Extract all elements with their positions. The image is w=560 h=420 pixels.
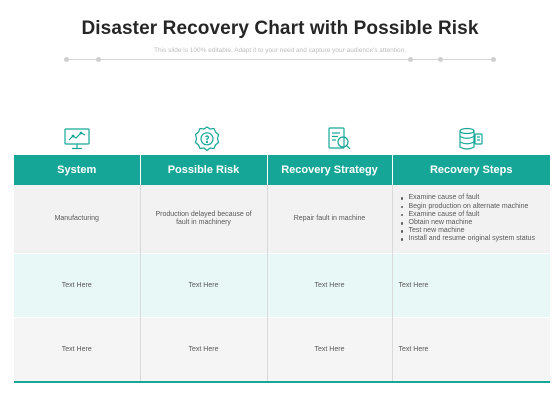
monitor-chart-icon xyxy=(62,124,92,154)
steps-list xyxy=(399,194,543,243)
gear-badge-icon xyxy=(192,124,222,154)
header-recovery-steps: Recovery Steps xyxy=(392,155,550,185)
list-item: Examine cause of fault xyxy=(409,194,543,202)
divider-dot xyxy=(96,57,101,62)
divider-dot xyxy=(408,57,413,62)
database-icon xyxy=(455,124,485,154)
table-row xyxy=(14,254,550,318)
cell-system: Manufacturing xyxy=(14,185,140,254)
list-item: Examine cause of fault xyxy=(409,211,543,219)
divider-dot xyxy=(491,57,496,62)
list-item: Install and resume original system status xyxy=(409,235,543,243)
header-recovery-strategy: Recovery Strategy xyxy=(267,155,392,185)
cell-risk: Production delayed because of fault in machinery xyxy=(140,185,267,254)
divider-dot xyxy=(438,57,443,62)
list-item: Begin production on alternate machine xyxy=(409,203,543,211)
divider-line xyxy=(66,59,494,60)
recovery-table xyxy=(14,155,550,383)
table-row xyxy=(14,185,550,254)
cell-system: Text Here xyxy=(14,254,140,318)
cell-steps: Text Here xyxy=(392,318,550,383)
divider-dot xyxy=(64,57,69,62)
cell-strategy: Repair fault in machine xyxy=(267,185,392,254)
table-header-row xyxy=(14,155,550,185)
cell-risk: Text Here xyxy=(140,254,267,318)
cell-steps xyxy=(392,185,550,254)
list-item: Test new machine xyxy=(409,227,543,235)
page-title: Disaster Recovery Chart with Possible Risk xyxy=(81,18,479,39)
cell-strategy: Text Here xyxy=(267,318,392,383)
cell-system: Text Here xyxy=(14,318,140,383)
cell-risk: Text Here xyxy=(140,318,267,383)
cell-strategy: Text Here xyxy=(267,254,392,318)
header-possible-risk: Possible Risk xyxy=(140,155,267,185)
subtitle: This slide is 100% editable. Adapt it to your need and capture your audience's attention. xyxy=(153,47,406,54)
table-row xyxy=(14,318,550,383)
list-item: Obtain new machine xyxy=(409,219,543,227)
cell-steps: Text Here xyxy=(392,254,550,318)
header-system: System xyxy=(14,155,140,185)
document-search-icon xyxy=(324,124,354,154)
